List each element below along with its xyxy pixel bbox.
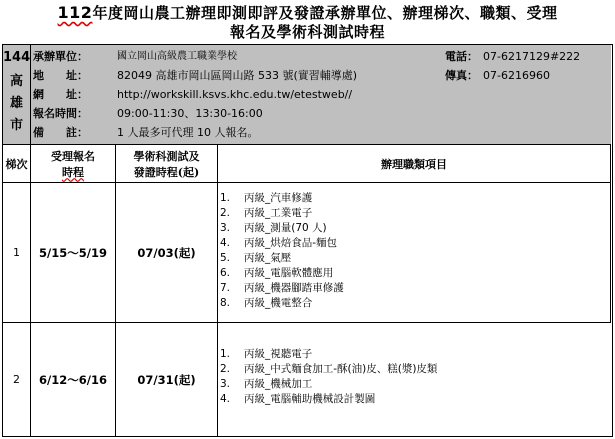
city-code: 144 — [3, 50, 31, 65]
list-item: 8. 丙級_機電整合 — [220, 297, 313, 309]
schedule-table — [3, 145, 611, 436]
title-line2: 報名及學術科測試時程 — [229, 23, 385, 41]
fax-label: 傳真： — [445, 69, 478, 82]
info-block — [3, 45, 611, 145]
header-registration — [31, 145, 116, 183]
note-label: 備 註： — [33, 126, 88, 139]
fax-value: 07-6216960 — [483, 69, 550, 82]
city-char-2: 雄 — [9, 96, 23, 111]
phone-label: 電話： — [445, 50, 478, 63]
list-item: 1. 丙級_視聽電子 — [220, 348, 313, 360]
row1-items — [218, 183, 611, 323]
header-exam-line1: 學術科測試及 — [133, 149, 200, 163]
city-char-1: 高 — [9, 74, 23, 89]
row1-exam: 07/03(起) — [116, 183, 218, 323]
list-item: 6. 丙級_電腦軟體應用 — [220, 267, 334, 279]
row1-item-list — [218, 191, 610, 311]
document-title — [0, 0, 615, 42]
hours-value: 09:00-11:30、13:30-16:00 — [117, 107, 263, 120]
row2-exam: 07/31(起) — [116, 323, 218, 436]
hours-label: 報名時間： — [33, 107, 88, 120]
city-column — [3, 45, 31, 145]
list-item: 2. 丙級_中式麵食加工-酥(油)皮、糕(漿)皮類 — [220, 363, 438, 375]
row1-registration: 5/15～5/19 — [31, 183, 116, 323]
list-item: 5. 丙級_氣壓 — [220, 252, 292, 264]
list-item: 3. 丙級_機械加工 — [220, 378, 313, 390]
row2-registration: 6/12～6/16 — [31, 323, 116, 436]
list-item: 4. 丙級_電腦輔助機械設計製圖 — [220, 393, 376, 405]
city-char-3: 市 — [9, 118, 23, 133]
list-item: 7. 丙級_機器腳踏車修護 — [220, 282, 344, 294]
header-registration-line2: 時程 — [62, 165, 84, 179]
list-item: 3. 丙級_測量(70 人) — [220, 222, 327, 234]
title-line1: 年度岡山農工辦理即測即評及發證承辦單位、辦理梯次、職類、受理 — [92, 4, 558, 22]
header-exam — [116, 145, 218, 183]
row2-items — [218, 323, 611, 436]
phone-value: 07-6217129#222 — [483, 50, 581, 63]
header-batch: 梯次 — [3, 145, 31, 183]
title-year: 112 — [57, 3, 93, 22]
header-items: 辦理職類項目 — [218, 145, 611, 183]
note-value: 1 人最多可代理 10 人報名。 — [117, 126, 259, 139]
schedule-sheet — [2, 44, 613, 437]
address-value: 82049 高雄市岡山區岡山路 533 號(實習輔導處) — [117, 69, 358, 82]
address-label: 地 址： — [33, 69, 88, 82]
list-item: 2. 丙級_工業電子 — [220, 207, 313, 219]
header-registration-line1: 受理報名 — [51, 149, 95, 163]
row1-batch: 1 — [3, 183, 31, 323]
header-exam-line2: 發證時程(起) — [133, 165, 200, 179]
row2-item-list — [218, 347, 611, 407]
website-label: 網 址： — [33, 88, 88, 101]
unit-label: 承辦單位： — [33, 50, 88, 63]
row2-batch: 2 — [3, 323, 31, 436]
list-item: 4. 丙級_烘焙食品-麵包 — [220, 237, 338, 249]
website-link[interactable]: http://workskill.ksvs.khc.edu.tw/etestweb// — [117, 88, 353, 101]
list-item: 1. 丙級_汽車修護 — [220, 192, 313, 204]
unit-value: 國立岡山高級農工職業學校 — [117, 51, 237, 62]
